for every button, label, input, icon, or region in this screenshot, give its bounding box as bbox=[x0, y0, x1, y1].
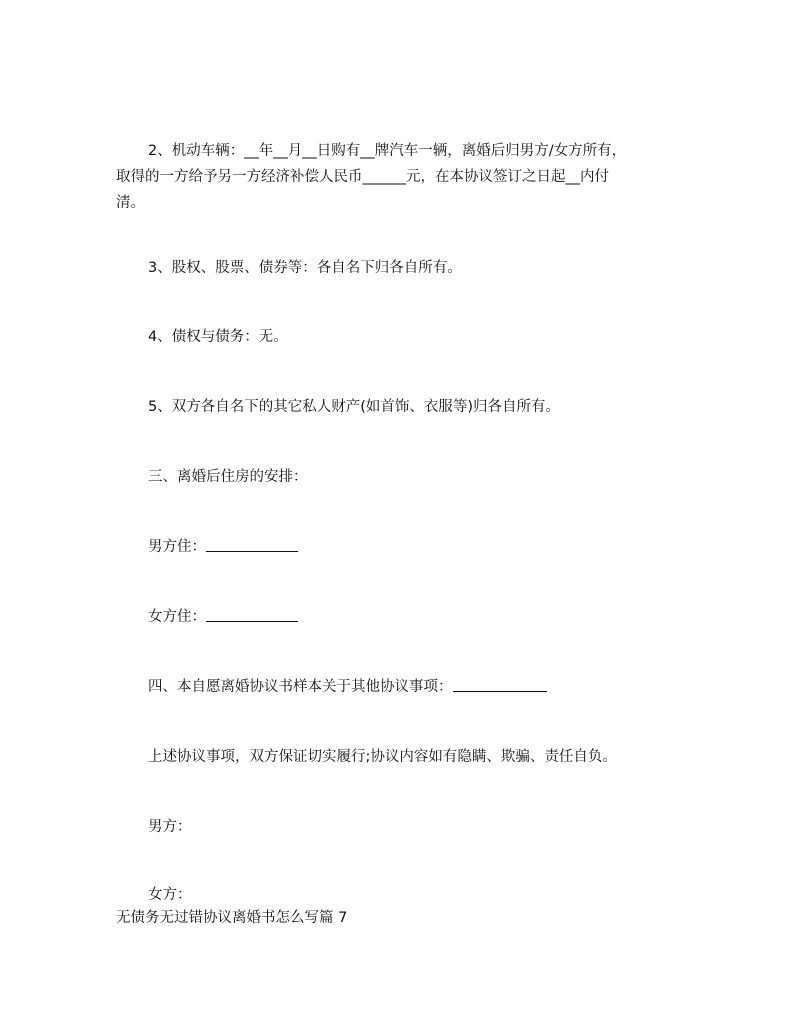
vehicle-clause-line-1: 2、机动车辆：__年__月__日购有__牌汽车一辆，离婚后归男方/女方所有， bbox=[148, 143, 627, 159]
male-residence-label: 男方住： bbox=[148, 539, 206, 555]
other-matters-line bbox=[116, 674, 676, 700]
female-residence-blank bbox=[206, 620, 298, 622]
equity-clause: 3、股权、股票、债券等：各自名下归各自所有。 bbox=[148, 260, 462, 276]
housing-heading: 三、离婚后住房的安排： bbox=[148, 469, 308, 485]
vehicle-clause bbox=[116, 138, 676, 216]
female-residence-line bbox=[116, 604, 676, 630]
vehicle-clause-line-3: 清。 bbox=[116, 195, 145, 211]
female-residence-label: 女方住： bbox=[148, 609, 206, 625]
female-signature: 女方： bbox=[148, 887, 192, 903]
other-matters-label: 四、本自愿离婚协议书样本关于其他协议事项： bbox=[148, 679, 453, 695]
guarantee-clause: 上述协议事项，双方保证切实履行;协议内容如有隐瞒、欺骗、责任自负。 bbox=[148, 749, 617, 765]
vehicle-clause-line-2: 取得的一方给予另一方经济补偿人民币______元，在本协议签订之日起__内付 bbox=[116, 169, 609, 185]
debt-clause: 4、债权与债务：无。 bbox=[148, 329, 288, 345]
male-residence-blank bbox=[206, 550, 298, 552]
other-property-clause: 5、双方各自名下的其它私人财产(如首饰、衣服等)归各自所有。 bbox=[148, 399, 561, 415]
footer-title: 无债务无过错协议离婚书怎么写篇 7 bbox=[116, 910, 348, 926]
male-residence-line bbox=[116, 534, 676, 560]
other-matters-blank bbox=[453, 690, 547, 692]
male-signature: 男方： bbox=[148, 819, 192, 835]
